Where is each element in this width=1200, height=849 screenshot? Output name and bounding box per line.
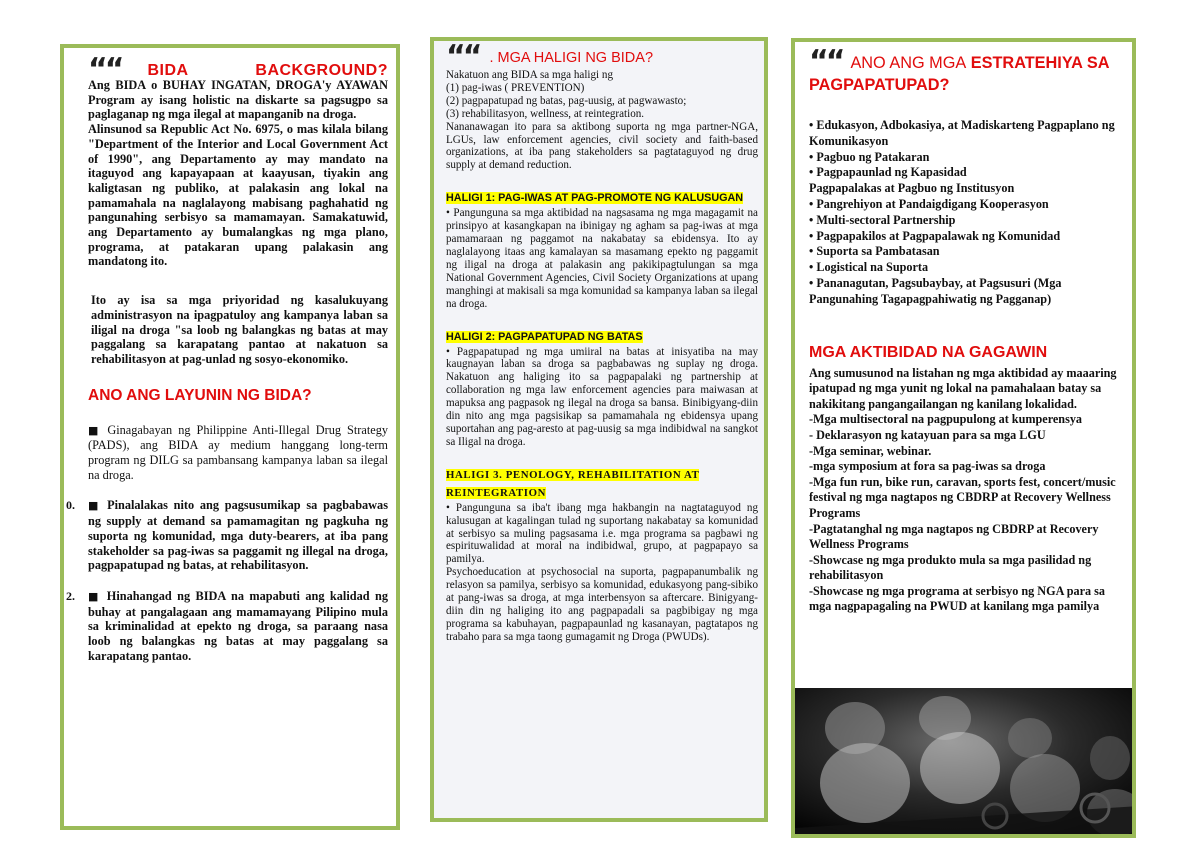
list-item: • Logistical na Suporta — [809, 260, 929, 275]
fitness-class-photo — [795, 688, 1136, 838]
quote-mark-icon: ““ — [88, 52, 122, 87]
activity-item: -Mga multisectoral na pagpupulong at kumperensya — [809, 412, 1083, 427]
panel-1-title-left: BIDA — [147, 62, 189, 79]
list-item: • Pagpapaunlad ng Kapasidad — [809, 165, 967, 180]
list-item: • Pangrehiyon at Pandaigdigang Kooperasyon — [809, 196, 1049, 211]
list-item: • Suporta sa Pambatasan — [809, 244, 940, 259]
haligi-2-heading: HALIGI 2: PAGPAPATUPAD NG BATAS — [446, 330, 643, 343]
list-item: • Pananagutan, Pagsubaybay, at Pagsusuri (Mga Pangunahing Tagapagpahiwatig ng Pagganap) — [809, 275, 1062, 306]
square-bullet-icon: ■ — [88, 499, 102, 513]
panel-bida-background — [60, 44, 400, 830]
activity-item: -Showcase ng mga produkto mula sa mga pasilidad ng rehabilitasyon — [809, 552, 1092, 583]
activity-item: -mga symposium at fora sa pag-iwas sa droga — [809, 459, 1046, 474]
layunin-heading: ANO ANG LAYUNIN NG BIDA? — [88, 386, 312, 404]
haligi-1-heading: HALIGI 1: PAG-IWAS AT PAG-PROMOTE NG KALUSUGAN — [446, 192, 744, 205]
panel-2-title-row — [446, 39, 758, 74]
square-bullet-icon: ■ — [88, 589, 101, 603]
list-item-text: Ginagabayan ng Philippine Anti-Illegal Drug Strategy (PADS), ang BIDA ay medium hanggang long-term program ng DILG sa pambansang kampanya laban sa ilegal na droga. — [88, 422, 388, 482]
activity-item: -Mga seminar, webinar. — [809, 443, 932, 458]
list-item — [66, 498, 388, 573]
quote-mark-icon: ““ — [809, 44, 843, 79]
layunin-list — [66, 422, 388, 664]
republic-act-paragraph: Alinsunod sa Republic Act No. 6975, o mas kilala bilang "Department of the Interior and Local Government Act of 1990", ang Departamento ay may mandato na itaguyod ang kapayapaan at kaayusan, tiyakin ang kaligtasan ng publiko, at palakasin ang lokal na pamamahala na naglalayong mabisang paghahatid ng pangunahing serbisyo sa mamamayan. Samakatuwid, ang Departamento ay bumalangkas ng mga plano, programa, at patakaran upang palakasin ang mandatong ito. — [88, 122, 388, 269]
panel-3-content — [809, 44, 1127, 615]
list-item: • Pagpapakilos at Pagpapalawak ng Komunidad — [809, 228, 1061, 243]
activity-item: - Deklarasyon ng katayuan para sa mga LGU — [809, 427, 1046, 442]
haligi-2-heading-box — [446, 327, 758, 345]
fitness-photo-illustration — [795, 688, 1136, 838]
square-bullet-icon: ■ — [88, 423, 102, 437]
list-item — [66, 588, 388, 664]
priority-paragraph: Ito ay isa sa mga priyoridad ng kasalukuyang administrasyon na ipagpatuloy ang kampanya laban sa iligal na droga "sa loob ng balangkas ng batas at may paggalang sa karapatang pantao at nakatuon sa rehabilitasyon at pag-unlad ng sosyo-ekonomiko. — [91, 293, 388, 366]
haligi-1-text: • Pangunguna sa mga aktibidad na nagsasama ng mga magagamit na prinsipyo at kasangkapan na ibinigay ng agham sa pag-iwas at mga pamamaraan ng paggamot na nakabatay sa ebidensya. Ito ay naglalayong itaas ang kamalayan sa masamang epekto ng paggamit ng iligal na droga at palakasin ang pakikipagtulungan sa mga National Government Agencies, Civil Society Organizations at upang manghingi at makisali sa mga komunidad sa kampanya laban sa ilegal na droga. — [446, 207, 758, 310]
strategy-list — [809, 118, 1127, 308]
list-item-number: 0. — [66, 498, 75, 513]
panel-3-title-plain: ANO ANG MGA — [850, 54, 967, 72]
panel-3-title — [809, 44, 1127, 96]
panel-1-title-row — [88, 52, 388, 87]
list-item — [88, 423, 388, 483]
intro-line: (2) pagpapatupad ng batas, pag-uusig, at pagwawasto; — [446, 94, 687, 107]
intro-line: (1) pag-iwas ( PREVENTION) — [446, 81, 585, 94]
panel-2-title: . MGA HALIGI NG BIDA? — [489, 50, 654, 66]
list-item-text: Hinahangad ng BIDA na mapabuti ang kalidad ng buhay at pangalagaan ang mamamayang Pilipino mula sa kriminalidad at epekto ng droga, sa paraang nasa loob ng balangkas ng batas at may paggalang sa karapatang pantao. — [88, 588, 388, 663]
list-item: • Multi-sectoral Partnership — [809, 212, 956, 227]
haligi-3-text-2: Psychoeducation at psychosocial na suporta, pagpapanumbalik ng relasyon sa pamilya, serbisyo sa komunidad, edukasyong pang-sibiko at pang-iwas sa droga, at mga interbensyon sa aftercare. Binigyang-diin din ng haliging ito ang pagpapadali sa pagbibigay ng mga programa sa kabuhayan, pagpapaunlad ng kasanayan, pagtatapos ng trabaho para sa mga taong gumagamit ng Droga (PWUDs). — [446, 566, 758, 643]
haligi-3-text: • Pangunguna sa iba't ibang mga hakbangin na nagtataguyod ng kalusugan at kagalingan tulad ng suportang nakabatay sa komunidad at serbisyo sa muling pagsasama i.e. mga programa sa pagbawi ng espirituwalidad at moral na indibidwal, grupo, at pagpapayo sa pamilya. — [446, 501, 758, 566]
list-item: Pagpapalakas at Pagbuo ng Institusyon — [809, 181, 1015, 196]
aktibidad-heading: MGA AKTIBIDAD NA GAGAWIN — [809, 343, 1048, 361]
haligi-3-heading: HALIGI 3. PENOLOGY, REHABILITATION AT REINTEGRATION — [446, 468, 700, 499]
haligi-2-text: • Pagpapatupad ng mga umiiral na batas at inisyatiba na may kaugnayan laban sa droga sa pagbabawas ng suplay ng droga. Nakatuon ang haliging ito sa pagpapalaki ng partnership at collaboration ng mga law enforcement agencies para maiwasan at mapuksa ang pagpasok ng ilegal na droga sa bansa. Binibigyang-diin din nito ang mga pagsisikap sa pamamahala ng ebidensya upang suportahan ang pag-aresto at pag-uusig sa mga indibidwal na sangkot sa Iligal na droga. — [446, 345, 758, 448]
activity-item: -Mga fun run, bike run, caravan, sports fest, concert/music festival ng mga nagtapos ng CBDRP at Recovery Wellness Programs — [809, 474, 1116, 520]
panel-3-title-bold: ESTRATEHIYA SA PAGPAPATUPAD? — [809, 54, 1109, 94]
list-item: • Pagbuo ng Patakaran — [809, 149, 930, 164]
list-item-number: 2. — [66, 588, 75, 603]
intro-line: (3) rehabilitasyon, wellness, at reintegration. — [446, 107, 645, 120]
list-item: • Edukasyon, Adbokasiya, at Madiskarteng Pagpaplano ng Komunikasyon — [809, 118, 1115, 148]
intro-line: Nakatuon ang BIDA sa mga haligi ng — [446, 69, 613, 81]
intro-rest: Nananawagan ito para sa aktibong suporta ng mga partner-NGA, LGUs, law enforcement agencies, civil society and faith-based organizations, at iba pang stakeholders sa pagtataguyod ng drug supply at demand reduction. — [446, 120, 758, 172]
quote-mark-icon: ““ — [446, 39, 480, 74]
list-item-text: Pinalalakas nito ang pagsusumikap sa pagbabawas ng supply at demand sa pamamagitan ng pagkuha ng suporta ng komunidad, mga duty-bearers, at iba pang stakeholder sa pag-iwas sa paggamit ng illegal na droga, pagpapatupad ng batas, at rehabilitasyon. — [88, 498, 388, 573]
panel-2-content — [446, 39, 758, 644]
haligi-3-heading-box — [446, 465, 758, 501]
panel-1-content — [66, 52, 388, 680]
haligi-1-heading-box — [446, 188, 758, 206]
panel-1-title-right: BACKGROUND? — [255, 62, 388, 79]
panel-estratehiya — [791, 38, 1136, 838]
activity-item: -Showcase ng mga programa at serbisyo ng NGA para sa mga nagpapagaling na PWUD at kanilang mga pamilya — [809, 583, 1106, 614]
activity-item: -Pagtatanghal ng mga nagtapos ng CBDRP at Recovery Wellness Programs — [809, 521, 1099, 552]
bida-intro-paragraph: Ang BIDA o BUHAY INGATAN, DROGA'y AYAWAN Program ay isang holistic na diskarte sa pagsugpo sa paglaganap ng mga ilegal at mapanganib na droga. — [88, 78, 388, 122]
panel-mga-haligi — [430, 37, 768, 822]
activity-item: Ang sumusunod na listahan ng mga aktibidad ay maaaring ipatupad ng mga yunit ng lokal na pamahalaan batay sa nakikitang pangangailangan ng kanilang lokalidad. — [809, 365, 1117, 411]
